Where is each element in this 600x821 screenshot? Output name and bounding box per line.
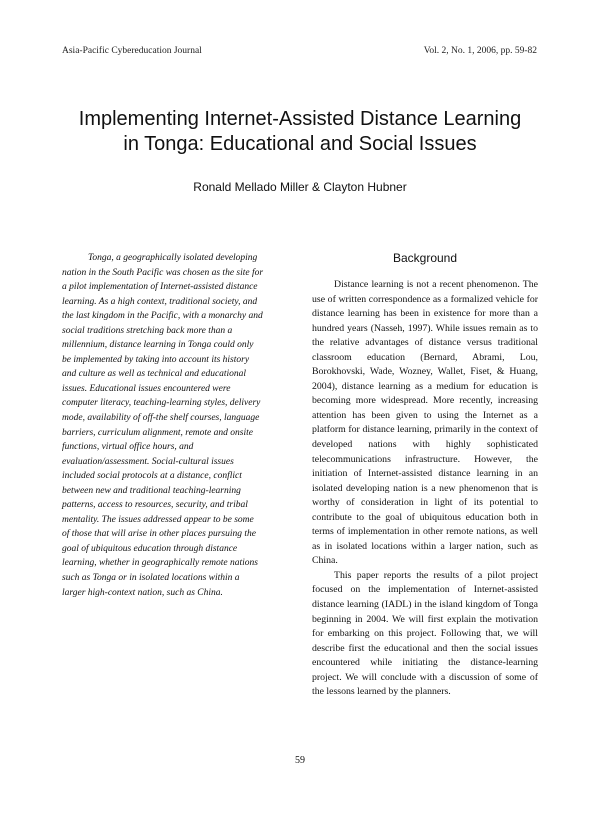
paper-title (40, 107, 560, 157)
body-paragraph: Distance learning is not a recent phenomenon. The use of written correspondence as a formalized vehicle for distance learning has been in existence for more than a hundred years (Nasseh, 1997). While issues remain as to the relative advantages of distance versus traditional classroom education (Bernard, Abrami, Lou, Borokhovski, Wade, Wozney, Wallet, Fiset, & Huang, 2004), distance learning as a medium for education is becoming more widespread. More recently, increasing attention has been given to using the Internet as a platform for distance learning, primarily in the context of developed nations with highly sophisticated telecommunications infrastructure. However, the initiation of Internet-assisted distance learning in an isolated developing nation is a new phenomenon that is worthy of consideration in light of its potential to contribute to the goal of ubiquitous education both in terms of implementation in other remote nations, as well as in isolated locations within a larger nation, such as China. (312, 279, 538, 567)
abstract-line: nation in the South Pacific was chosen as the site for (62, 267, 264, 278)
abstract-line: larger high-context nation, such as China. (62, 587, 223, 598)
abstract-line: barriers, curriculum alignment, remote and onsite (62, 427, 253, 438)
abstract-line: computer literacy, teaching-learning styles, delivery (62, 398, 261, 409)
abstract-line: issues. Educational issues encountered were (62, 383, 231, 394)
abstract-line: mentality. The issues addressed appear to be some (62, 514, 254, 525)
abstract-line: a pilot implementation of Internet-assisted distance (62, 282, 258, 293)
abstract-line: functions, virtual office hours, and (62, 442, 194, 453)
abstract-line: included social protocols at a distance, conflict (62, 471, 242, 482)
body-paragraph: This paper reports the results of a pilot project focused on the implementation of Internet-assisted distance learning (IADL) in the island kingdom of Tonga beginning in 2004. We will first explain the motivation for embarking on this project. Following that, we will describe first the educational and then the social issues encountered while initiating the distance-learning project. We will conclude with a discussion of some of the lessons learned by the planners. (312, 569, 538, 698)
abstract-line: goal of ubiquitous education through distance (62, 543, 238, 554)
title-line: Implementing Internet-Assisted Distance Learning (78, 108, 522, 130)
abstract-line: mode, availability of off-the shelf courses, language (62, 413, 260, 424)
abstract-line: millennium, distance learning in Tonga could only (62, 340, 254, 351)
page-number: 59 (295, 755, 305, 766)
running-header-journal: Asia-Pacific Cybereducation Journal (62, 46, 202, 56)
title-line: in Tonga: Educational and Social Issues (123, 133, 477, 155)
abstract-line: such as Tonga or in isolated locations within a (62, 573, 240, 584)
running-header-citation: Vol. 2, No. 1, 2006, pp. 59-82 (423, 46, 537, 56)
author-list: Ronald Mellado Miller & Clayton Hubner (193, 180, 407, 194)
abstract-line: learning. As a high context, traditional society, and (62, 296, 258, 307)
abstract (62, 251, 292, 600)
abstract-line: social traditions stretching back more than a (62, 325, 233, 336)
section-heading: Background (392, 251, 458, 265)
abstract-line: patterns, access to resources, security, and tribal (62, 500, 248, 511)
abstract-line: between new and traditional teaching-learning (62, 485, 241, 496)
abstract-line: Tonga, a geographically isolated developing (88, 253, 258, 263)
abstract-line: the last kingdom in the Pacific, with a monarchy and (62, 311, 263, 322)
abstract-line: be implemented by taking into account its history (62, 354, 250, 365)
abstract-line: and culture as well as technical and educational (62, 369, 247, 380)
abstract-line: learning, whether in geographically remote nations (62, 558, 258, 569)
abstract-line: of those that will arise in other places pursuing the (62, 529, 256, 540)
abstract-line: evaluation/assessment. Social-cultural issues (62, 456, 234, 467)
body-text-column (312, 278, 538, 700)
